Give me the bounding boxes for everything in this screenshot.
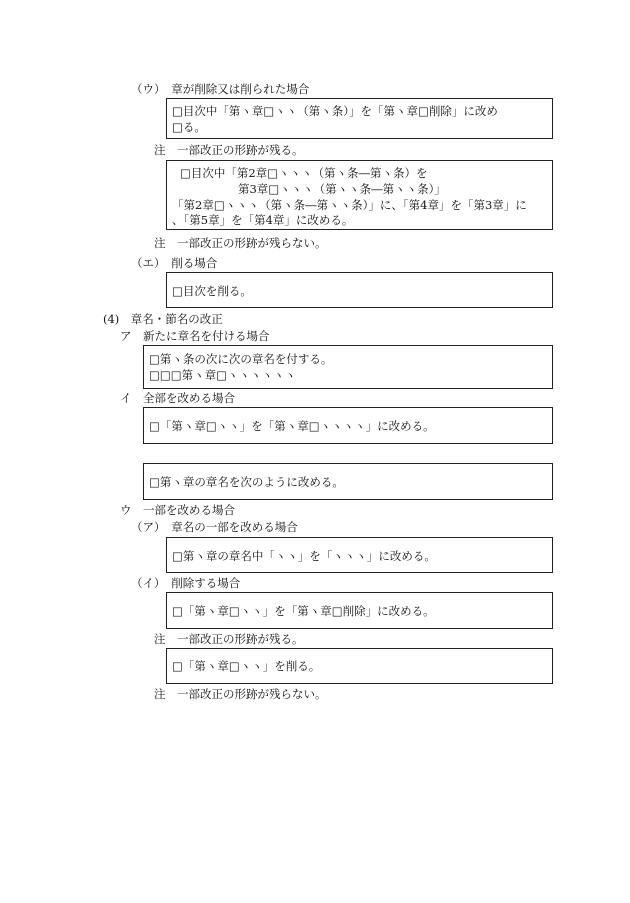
example-box-w-i-2 — [166, 648, 553, 684]
box-line: 第3章□ヽヽヽ（第ヽヽ条―第ヽヽ条）」 — [238, 182, 446, 196]
example-box-w-a — [166, 537, 553, 573]
box-line: □「第ヽ章□ヽヽ」を削る。 — [172, 659, 321, 673]
example-box-u-1 — [166, 98, 553, 139]
heading-w-i: （イ） 削除する場合 — [131, 576, 241, 590]
heading-section-4: (4) 章名・節名の改正 — [103, 312, 223, 326]
note-traces-remain: 注 一部改正の形跡が残る。 — [154, 143, 304, 157]
note-traces-not-remain: 注 一部改正の形跡が残らない。 — [154, 236, 327, 250]
box-line: □「第ヽ章□ヽヽ」を「第ヽ章□ヽヽヽヽ」に改める。 — [149, 419, 435, 433]
box-line: □目次中「第ヽ章□ヽヽ（第ヽ条）」を「第ヽ章□削除」に改め — [172, 104, 498, 118]
box-line: □目次を削る。 — [172, 284, 252, 298]
heading-w-a: （ア） 章名の一部を改める場合 — [131, 520, 298, 534]
heading-i: イ 全部を改める場合 — [120, 391, 235, 405]
box-line: 、「第5章」を「第4章」に改める。 — [172, 213, 354, 227]
example-box-w-i-1 — [166, 592, 553, 629]
heading-u: （ウ） 章が削除又は削られた場合 — [131, 82, 310, 96]
box-line: □第ヽ条の次に次の章名を付する。 — [149, 352, 333, 366]
box-line: □「第ヽ章□ヽヽ」を「第ヽ章□削除」に改める。 — [172, 604, 435, 618]
heading-e: （エ） 削る場合 — [131, 256, 218, 270]
example-box-i-2 — [143, 463, 553, 500]
example-box-a — [143, 345, 553, 389]
example-box-e — [166, 272, 553, 308]
note-traces-remain-2: 注 一部改正の形跡が残る。 — [154, 632, 304, 646]
box-line: 「第2章□ヽヽヽ（第ヽ条―第ヽヽ条）」に、「第4章」を「第3章」に — [172, 198, 527, 212]
box-line: □第ヽ章の章名を次のように改める。 — [149, 475, 344, 489]
box-line: □□□第ヽ章□ヽヽヽヽヽヽ — [149, 368, 296, 382]
example-box-i-1 — [143, 407, 553, 444]
box-line: □目次中「第2章□ヽヽヽ（第ヽ条―第ヽ条）を — [180, 166, 428, 180]
example-box-u-2 — [166, 160, 553, 230]
box-line: □る。 — [172, 120, 206, 134]
heading-w: ウ 一部を改める場合 — [120, 503, 235, 517]
note-traces-not-remain-2: 注 一部改正の形跡が残らない。 — [154, 687, 327, 701]
box-line: □第ヽ章の章名中「ヽヽ」を「ヽヽヽ」に改める。 — [172, 549, 436, 563]
heading-a: ア 新たに章名を付ける場合 — [120, 329, 270, 343]
